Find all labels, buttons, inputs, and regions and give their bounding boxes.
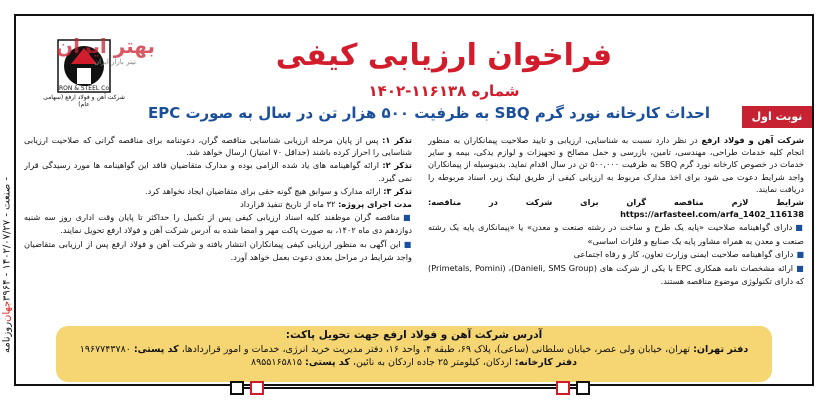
documents-link[interactable]: https://arfasteel.com/arfa_1402_116138 xyxy=(620,209,804,220)
ornament-square-icon xyxy=(576,381,590,395)
note-text: ارائه گواهینامه های یاد شده الزامی بوده و مدارک متقاضیان فاقد این گواهینامه ها مورد رسیدگی قرار نمی گیرد. xyxy=(24,160,412,183)
project-duration xyxy=(24,198,412,210)
requirement-text: ارائه مشخصات نامه همکاری EPC با یکی از شرکت های (Danieli, SMS Group)، (Primetals, Pomini) که دارای تکنولوژی موضوع مناقصه هستند. xyxy=(428,263,804,287)
tehran-label: دفتر تهران: xyxy=(693,343,749,355)
note-text: پس از پایان مرحله ارزیابی شناسایی مناقصه گران، دعوتنامه برای مناقصه گرانی که صلاحیت ارزیابی شناسایی را احراز کرده باشند (حداقل ۷۰ امتیاز) ارسال خواهد شد. xyxy=(24,135,412,158)
requirement-text: دارای گواهینامه صلاحیت ایمنی وزارت تعاون، کار و رفاه اجتماعی xyxy=(573,248,794,259)
logo-caption: شرکت آهن و فولاد ارفع (سهامی عام) xyxy=(43,94,125,108)
postal-label: کد پستی: xyxy=(305,357,350,368)
factory-postal-code: ۸۹۵۵۱۶۵۸۱۵ xyxy=(250,357,306,368)
newspaper-side-label xyxy=(0,170,14,360)
note-text: ارائه مدارک و سوابق هیچ گونه حقی برای متقاضیان ایجاد نخواهد کرد. xyxy=(145,185,384,196)
note-label: تذکر ۱: xyxy=(382,135,412,145)
tehran-postal-code: ۱۹۶۷۷۴۳۷۸۰ xyxy=(79,343,134,355)
factory-address: اردکان، کیلومتر ۲۵ جاده اردکان به نائین، xyxy=(349,357,515,368)
bullet-icon: ■ xyxy=(403,239,412,249)
side-prefix: روزنامه xyxy=(1,322,13,354)
note-2 xyxy=(24,159,412,183)
notice-item xyxy=(24,238,412,263)
ornament-square-icon xyxy=(230,381,244,395)
side-newspaper-name: جهان xyxy=(1,300,13,323)
note-label: تذکر ۲: xyxy=(382,160,412,171)
watermark-sub: تیتر بازار ایران xyxy=(94,58,137,66)
duration-value: ۳۲ ماه از تاریخ تنفیذ قرارداد xyxy=(240,199,339,210)
ornament-line xyxy=(230,387,590,389)
requirement-text: دارای گواهینامه صلاحیت «پایه یک طرح و ساخت در رشته صنعت و معدن» یا «پیمانکاری پایه یک رشته صنعت و معدن به همراه مشاور پایه یک صنایع و فلزات اساسی» xyxy=(428,222,804,246)
conditions-heading: شرایط لازم مناقصه گران برای شرکت در مناقصه: xyxy=(428,197,804,208)
address-box xyxy=(56,326,772,382)
download-line xyxy=(428,196,804,220)
bullet-icon: ■ xyxy=(795,223,804,233)
project-subtitle: احداث کارخانه نورد گرم SBQ به ظرفیت ۵۰۰ هزار تن در سال به صورت EPC xyxy=(148,104,710,122)
round-badge: نوبت اول xyxy=(742,106,812,128)
ornament-square-icon xyxy=(556,381,570,395)
bullet-icon: ■ xyxy=(796,249,804,259)
side-suffix: صنعت - ۱۴۰۲/۰۷/۲۷ - ۳۹۶۴ - xyxy=(1,176,13,301)
announcement-frame xyxy=(14,14,814,386)
intro-text: در نظر دارد نسبت به شناسایی، ارزیابی و تایید صلاحیت پیمانکاران به منظور انجام کلیه خدمات طراحی، مهندسی، تامین، بازرسی و حمل مصالح و تجهیزات و لوازم یدکی، بیمه و سایر خدمات در خصوص کارخانه نورد گرم SBQ به ظرفیت ۵۰۰,۰۰۰ تن در سال اقدام نماید. بدینوسیله از پیمانکاران واجد شرایط دعوت می شود برای اخذ مدارک مربوط به ارزیابی کیفی از طریق لینک زیر، اسناد مربوطه را دریافت نمایند. xyxy=(428,135,804,194)
submission-item xyxy=(24,211,412,236)
note-label: تذکر ۳: xyxy=(383,185,412,196)
bottom-ornament xyxy=(230,381,590,395)
note-1 xyxy=(24,134,412,158)
tehran-address: تهران، خیابان ولی عصر، خیابان سلطانی (ساعی)، پلاک ۶۹، طبقه ۴، واحد ۱۶، دفتر مدیریت خرید انرژی، خدمات و امور قراردادها، xyxy=(178,343,694,355)
logo-name: IRON & STEEL Co. xyxy=(57,85,111,92)
bullet-icon: ■ xyxy=(402,213,412,223)
address-heading: آدرس شرکت آهن و فولاد ارفع جهت تحویل پاکت: xyxy=(285,329,543,341)
requirement-item xyxy=(428,221,804,246)
notice-text: این آگهی به منظور ارزیابی کیفی پیمانکاران انتشار یافته و شرکت آهن و فولاد ارفع پس از ارزیابی متقاضیان واجد شرایط در مراحل بعدی دعوت بعمل خواهد آورد. xyxy=(24,238,412,262)
factory-label: دفتر کارخانه: xyxy=(514,357,578,368)
submission-text: مناقصه گران موظفند کلیه اسناد ارزیابی کیفی پس از تکمیل را حداکثر تا پایان وقت اداری روز سه شنبه دوازدهم دی ماه ۱۴۰۲، به صورت پاکت مهر و امضا شده به آدرس شرکت آهن و فولاد ارفع تحویل نمایند. xyxy=(24,212,412,236)
requirement-item xyxy=(428,262,804,287)
ornament-square-icon xyxy=(250,381,264,395)
postal-label: کد پستی: xyxy=(133,343,179,355)
tehran-office-line xyxy=(56,343,772,357)
page-title: فراخوان ارزیابی کیفی xyxy=(275,38,613,73)
tender-number: شماره ۱۱۶۱۳۸-۱۴۰۲ xyxy=(368,82,520,100)
notes-column xyxy=(24,134,412,322)
conditions-column xyxy=(428,134,804,322)
requirement-item xyxy=(428,248,804,261)
watermark-brand: بهتر ایران xyxy=(56,34,156,58)
factory-office-line xyxy=(56,356,772,370)
duration-label: مدت اجرای پروژه: xyxy=(338,199,412,210)
bullet-icon: ■ xyxy=(796,264,804,274)
note-3 xyxy=(24,185,412,197)
intro-paragraph xyxy=(428,134,804,195)
company-name: شرکت آهن و فولاد ارفع xyxy=(701,135,804,145)
